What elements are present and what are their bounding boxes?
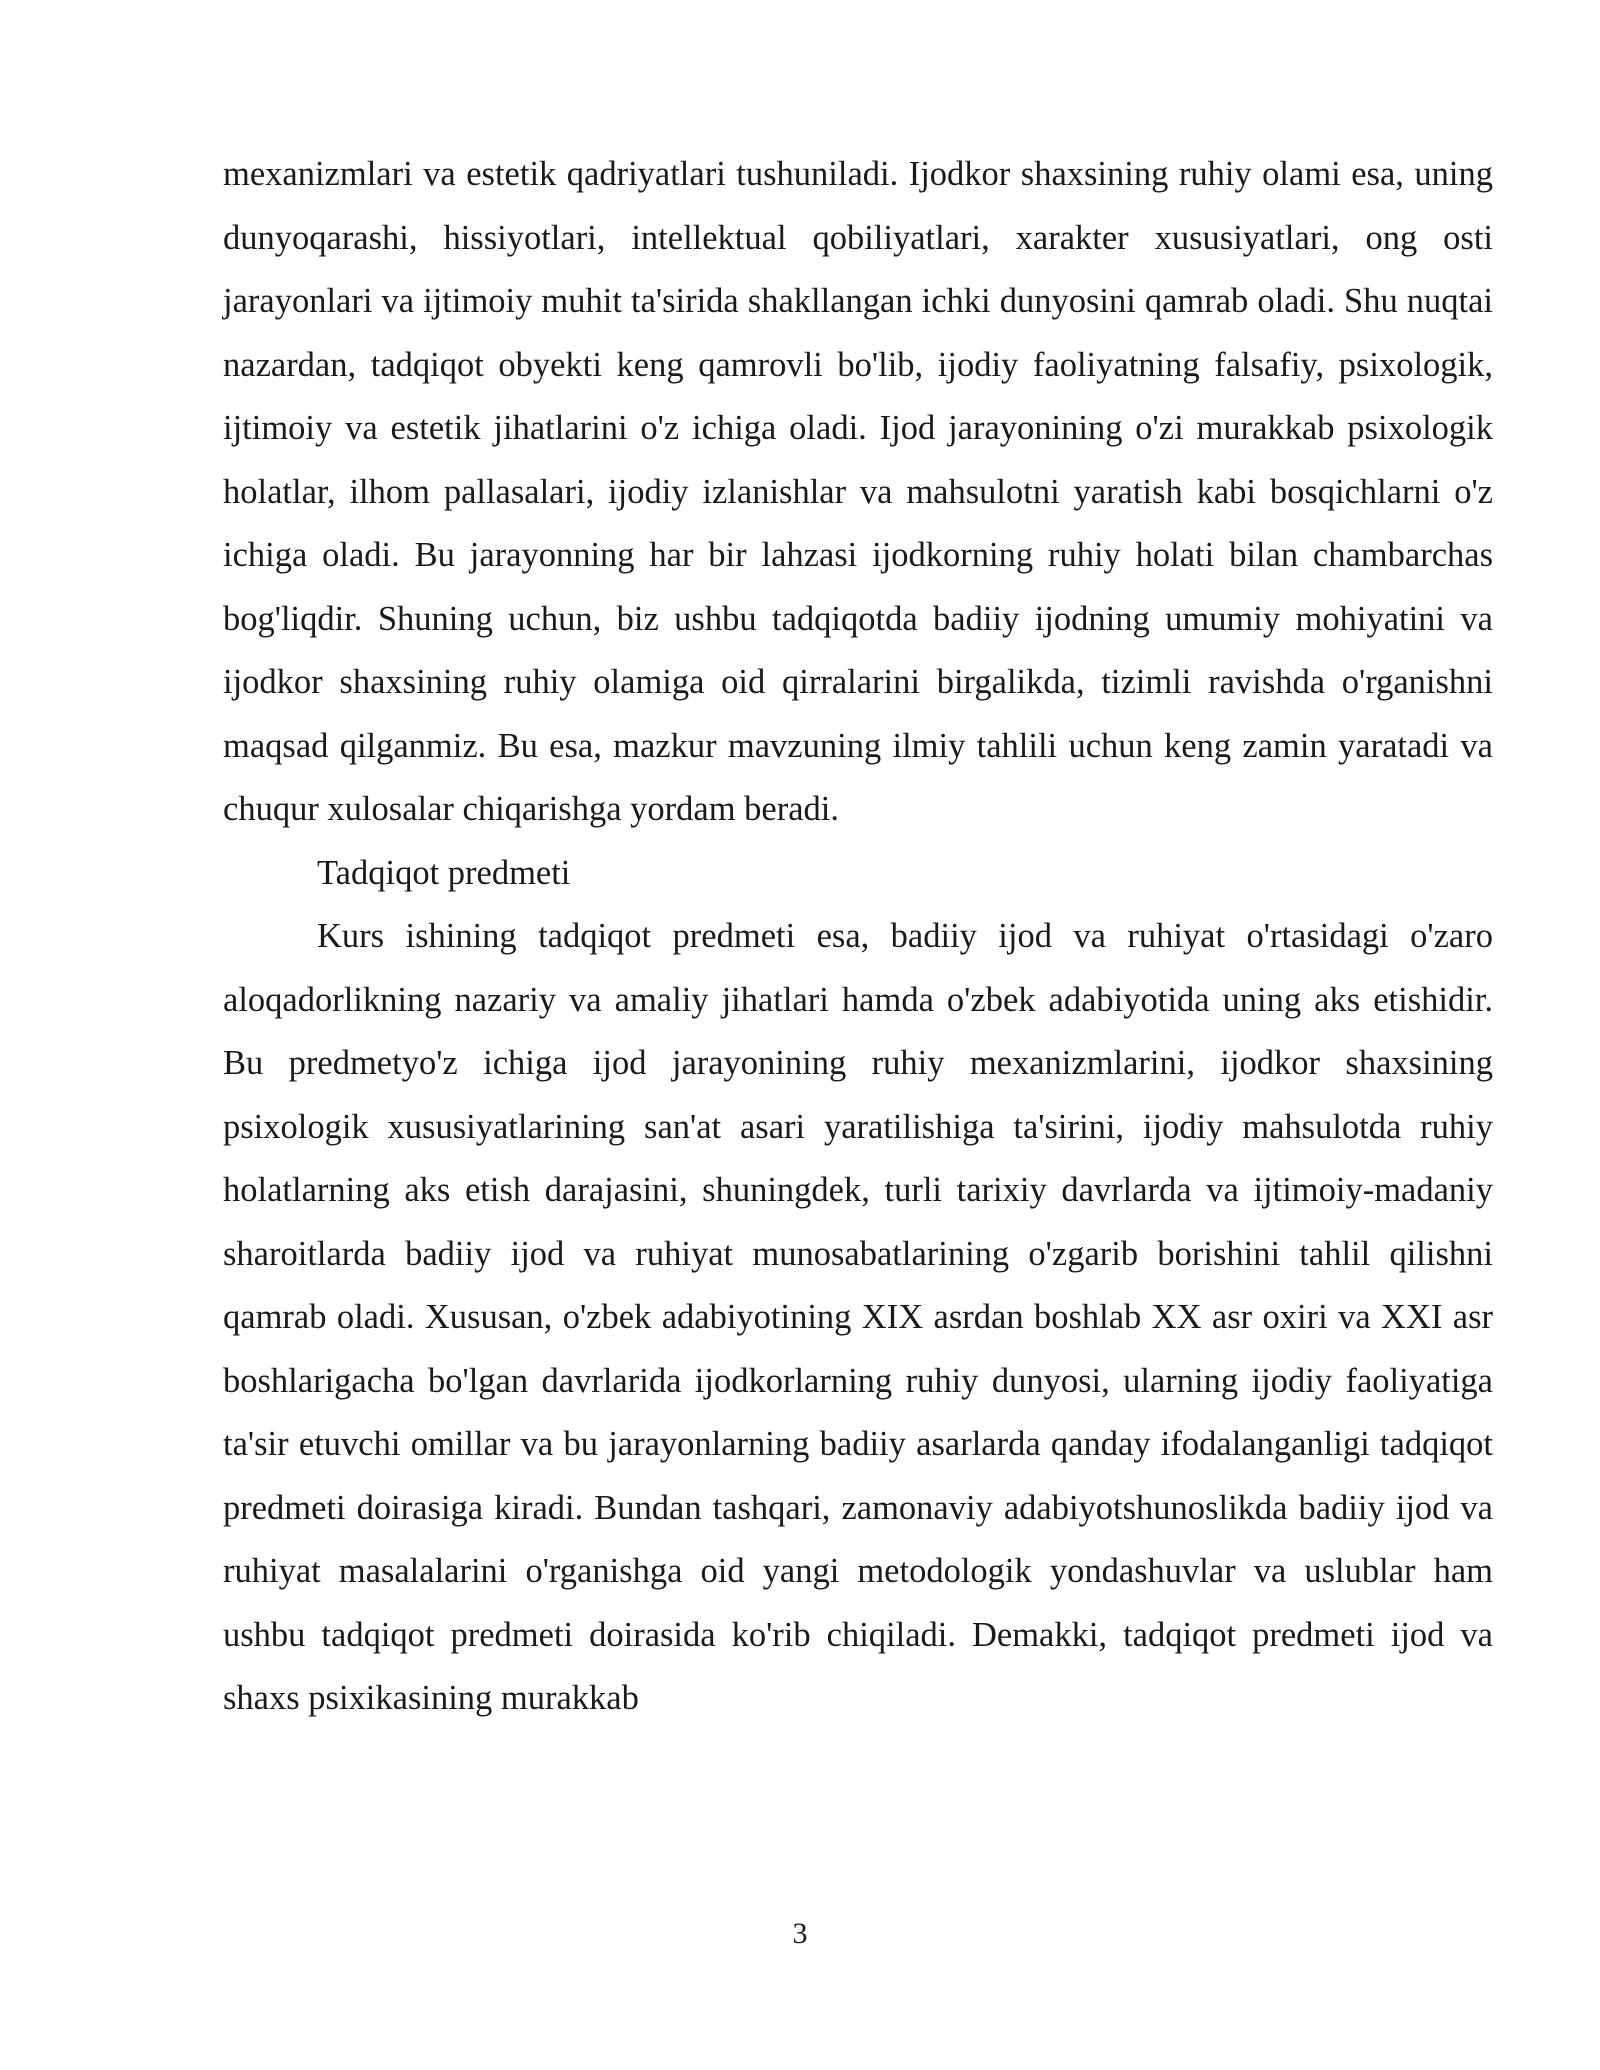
paragraph-continued: mexanizmlari va estetik qadriyatlari tushuniladi. Ijodkor shaxsining ruhiy olami esa, uning dunyoqarashi, hissiyotlari, intellektual qobiliyatlari, xarakter xususiyatlari, ong osti jarayonlari va ijtimoiy muhit ta'sirida shakllangan ichki dunyosini qamrab oladi. Shu nuqtai nazardan, tadqiqot obyekti keng qamrovli bo'lib, ijodiy faoliyatning falsafiy, psixologik, ijtimoiy va estetik jihatlarini o'z ichiga oladi. Ijod jarayonining o'zi murakkab psixologik holatlar, ilhom pallasalari, ijodiy izlanishlar va mahsulotni yaratish kabi bosqichlarni o'z ichiga oladi. Bu jarayonning har bir lahzasi ijodkorning ruhiy holati bilan chambarchas bog'liqdir. Shuning uchun, biz ushbu tadqiqotda badiiy ijodning umumiy mohiyatini va ijodkor shaxsining ruhiy olamiga oid qirralarini birgalikda, tizimli ravishda o'rganishni maqsad qilganmiz. Bu esa, mazkur mavzuning ilmiy tahlili uchun keng zamin yaratadi va chuqur xulosalar chiqarishga yordam beradi. bbox=[223, 155, 1493, 828]
body-text bbox=[223, 143, 1493, 1731]
page-number: 3 bbox=[792, 1917, 808, 1950]
paragraph-subject: Kurs ishining tadqiqot predmeti esa, badiiy ijod va ruhiyat o'rtasidagi o'zaro aloqadorlikning nazariy va amaliy jihatlari hamda o'zbek adabiyotida uning aks etishidir. Bu predmetyo'z ichiga ijod jarayonining ruhiy mexanizmlarini, ijodkor shaxsining psixologik xususiyatlarining san'at asari yaratilishiga ta'sirini, ijodiy mahsulotda ruhiy holatlarning aks etish darajasini, shuningdek, turli tarixiy davrlarda va ijtimoiy-madaniy sharoitlarda badiiy ijod va ruhiyat munosabatlarining o'zgarib borishini tahlil qilishni qamrab oladi. Xususan, o'zbek adabiyotining XIX asrdan boshlab XX asr oxiri va XXI asr boshlarigacha bo'lgan davrlarida ijodkorlarning ruhiy dunyosi, ularning ijodiy faoliyatiga ta'sir etuvchi omillar va bu jarayonlarning badiiy asarlarda qanday ifodalanganligi tadqiqot predmeti doirasiga kiradi. Bundan tashqari, zamonaviy adabiyotshunoslikda badiiy ijod va ruhiyat masalalarini o'rganishga oid yangi metodologik yondashuvlar va uslublar ham ushbu tadqiqot predmeti doirasida ko'rib chiqiladi. Demakki, tadqiqot predmeti ijod va shaxs psixikasining murakkab bbox=[223, 917, 1493, 1717]
section-heading: Tadqiqot predmeti bbox=[317, 853, 571, 892]
